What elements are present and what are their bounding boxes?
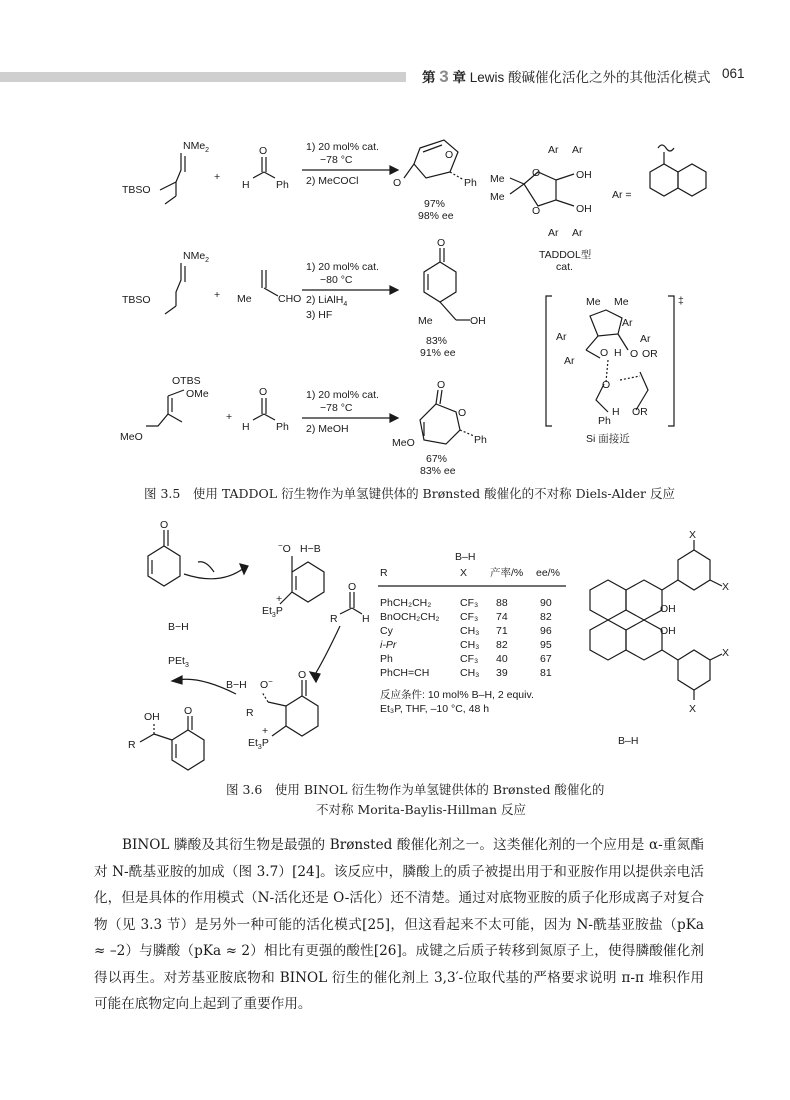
diene-1-nme2: NMe$_2$	[183, 140, 210, 154]
cycle-arrow-3-head	[172, 676, 182, 684]
binol-catalyst	[590, 529, 729, 747]
cond-2-3: 2) LiAlH$_4$	[306, 294, 348, 308]
table-cell-x: CH₃	[460, 639, 480, 651]
table-col-ee: ee/%	[536, 567, 560, 579]
ts-label: Si 面接近	[586, 433, 630, 445]
ts-h: H	[614, 347, 622, 359]
arrow-3-head	[390, 414, 398, 422]
product-2-o: O	[437, 237, 446, 249]
product-1-hash	[450, 172, 464, 180]
taddol-ar3: Ar	[548, 227, 559, 239]
cycle-pet3: PEt$_3$	[168, 655, 189, 669]
diene-2-bonds	[176, 263, 181, 306]
cycle-arrow-bh	[198, 562, 214, 572]
product-3-co2	[440, 390, 442, 404]
taddol-label: TADDOL型	[539, 249, 592, 261]
figure-3-5	[0, 0, 790, 500]
cycle-arrow-1-head	[240, 564, 248, 574]
enolate-hb: H−B	[300, 543, 321, 555]
diene-1-vinyl	[160, 182, 176, 190]
diene-1-tbso: TBSO	[122, 184, 151, 196]
ts-o3: O	[602, 379, 611, 391]
binol-aryl-upper	[626, 580, 662, 620]
taddol-ar2: Ar	[572, 144, 583, 156]
reaction-3	[120, 375, 487, 477]
ald-3-o: O	[259, 386, 268, 398]
cycle-bh: B−H	[168, 621, 189, 633]
adduct-ring	[286, 696, 318, 736]
table-cell-r: Ph	[380, 653, 393, 665]
chapter-number: 3	[439, 67, 449, 86]
cond-3-3: 2) MeOH	[306, 423, 349, 435]
cond-2-2: −80 °C	[320, 274, 353, 286]
plus-1: +	[214, 171, 221, 183]
ts-bond-c	[586, 350, 600, 358]
ts-or1: OR	[642, 348, 658, 360]
table-cell-yield: 88	[496, 597, 508, 609]
binol-label: B–H	[618, 735, 639, 747]
binol-sat-upper	[590, 580, 626, 620]
figure-3-6-caption-line-1: 图 3.6 使用 BINOL 衍生物作为单氢键供体的 Brønsted 酸催化的	[226, 782, 605, 797]
transition-state	[546, 295, 684, 445]
chapter-suffix: 章	[452, 70, 466, 85]
binol-xaryl-upper	[678, 550, 710, 590]
taddol-me2-bond	[510, 184, 524, 194]
methacrolein-me: Me	[237, 293, 252, 305]
table-cell-ee: 67	[540, 653, 552, 665]
taddol-oh2: OH	[576, 203, 592, 215]
ald-3-h-label: H	[242, 421, 250, 433]
table-cell-ee: 96	[540, 625, 552, 637]
diene-2-ch2	[165, 306, 176, 314]
binol-x3-bond	[710, 654, 722, 660]
binol-aryl-lower	[626, 620, 662, 660]
naphthyl-ring-2	[678, 164, 706, 196]
enolate-plus: +	[276, 593, 283, 605]
table-cell-yield: 40	[496, 653, 508, 665]
ts-h2: H	[612, 406, 620, 418]
product-1-co	[404, 164, 414, 178]
product-2-ring	[424, 262, 456, 302]
table-cell-x: CH₃	[460, 667, 480, 679]
taddol-cat-label: cat.	[556, 261, 573, 273]
table-cell-r: BnOCH₂CH₂	[380, 611, 440, 623]
diene-3-ch2	[168, 414, 182, 422]
table-col-x: X	[460, 567, 468, 579]
mbh-product-ring	[172, 730, 204, 770]
naphthyl-ring-1	[650, 164, 678, 196]
product-3-ring	[420, 404, 460, 444]
ald-3-ph-label: Ph	[276, 421, 289, 433]
binol-aryl-link-upper	[662, 580, 678, 590]
binol-x2-bond	[710, 580, 722, 586]
taddol-c1	[556, 174, 574, 180]
diene-3-bonds	[146, 396, 168, 426]
ts-forming-bond	[620, 376, 640, 380]
table-cell-x: CF₃	[460, 653, 479, 665]
adduct-choh	[268, 702, 286, 706]
table-cell-ee: 82	[540, 611, 552, 623]
adduct-p-bond	[272, 726, 286, 736]
ee-1: 98% ee	[418, 210, 454, 222]
cond-2-1: 1) 20 mol% cat.	[306, 261, 379, 273]
table-cell-yield: 39	[496, 667, 508, 679]
methacrolein-cho-bond	[264, 288, 278, 296]
ts-ar4: Ar	[640, 333, 651, 345]
table-cell-ee: 95	[540, 639, 552, 651]
cycle-arrow-2	[314, 626, 340, 676]
reaction-1	[122, 140, 477, 222]
table-cond-1: 反应条件: 10 mol% B–H, 2 equiv.	[380, 689, 534, 701]
product-2-oh: OH	[470, 315, 486, 327]
table-cell-x: CF₃	[460, 597, 479, 609]
figure-3-6	[0, 510, 790, 810]
diene-1-ch2	[165, 196, 176, 204]
table-cell-yield: 82	[496, 639, 508, 651]
product-3-co	[436, 390, 438, 404]
adduct-et3p: $Et_3P$	[248, 737, 269, 751]
binol-x1: X	[689, 529, 697, 541]
cond-1-3: 2) MeCOCl	[306, 175, 359, 187]
enolate-ring	[292, 562, 324, 602]
mbh-r-bond	[140, 734, 154, 742]
taddol-o2: O	[532, 205, 541, 217]
yield-3: 67%	[426, 453, 448, 465]
table-col-yield: 产率/%	[490, 567, 524, 579]
cond-1-1: 1) 20 mol% cat.	[306, 141, 379, 153]
mbh-r: R	[128, 739, 136, 751]
plus-3: +	[226, 411, 233, 423]
cycle-ald-o: O	[348, 581, 357, 593]
taddol-ar4: Ar	[572, 227, 583, 239]
adduct-bh: B−H	[226, 679, 247, 691]
ald-1-ph-bond	[264, 172, 275, 178]
arrow-2-head	[390, 286, 398, 294]
ts-ar3: Ar	[622, 317, 633, 329]
mbh-choh	[154, 734, 172, 740]
diene-2-nme2: NMe$_2$	[183, 250, 210, 264]
naphthyl-wavy	[658, 145, 674, 151]
chapter-prefix: 第	[422, 70, 436, 85]
cond-3-1: 1) 20 mol% cat.	[306, 389, 379, 401]
table-col-r: R	[380, 567, 388, 579]
arrow-1-head	[390, 166, 398, 174]
taddol-catalyst	[490, 144, 706, 273]
ee-3: 83% ee	[420, 465, 456, 477]
cyclohexenone-o: O	[160, 519, 169, 531]
binol-oh1: OH	[660, 603, 676, 615]
table-header-bh: B–H	[455, 551, 476, 563]
binol-sat-lower	[590, 620, 626, 660]
ee-2: 91% ee	[420, 347, 456, 359]
taddol-me1-bond	[510, 178, 524, 184]
ald-1-h-bond	[253, 172, 264, 178]
diene-3-ome	[168, 390, 184, 396]
adduct-alkoxide	[262, 692, 268, 702]
ts-bond-a	[586, 336, 598, 350]
mbh-o: O	[184, 705, 193, 717]
taddol-me2: Me	[490, 191, 505, 203]
ts-o: O	[600, 347, 609, 359]
cycle-ald-h-label: H	[362, 613, 370, 625]
product-1-o-ring: O	[445, 149, 454, 161]
adduct-o: O	[298, 669, 307, 681]
cond-1-2: −78 °C	[320, 154, 353, 166]
ts-or2: OR	[632, 406, 648, 418]
binol-aryl-link-lower	[662, 650, 678, 660]
ts-me2: Me	[614, 296, 629, 308]
ts-diene	[636, 372, 648, 410]
ald-1-o: O	[259, 145, 268, 157]
figure-3-5-caption: 图 3.5 使用 TADDOL 衍生物作为单氢键供体的 Brønsted 酸催化的不对称 Diels-Alder 反应	[144, 486, 675, 501]
diene-2-tbso: TBSO	[122, 294, 151, 306]
cycle-ald-r	[340, 608, 352, 614]
table-cell-r: Cy	[380, 625, 393, 637]
table-cell-x: CF₃	[460, 611, 479, 623]
taddol-o1: O	[532, 167, 541, 179]
table-cell-yield: 74	[496, 611, 508, 623]
table-cell-ee: 90	[540, 597, 552, 609]
yield-1: 97%	[424, 198, 446, 210]
taddol-ar1: Ar	[548, 144, 559, 156]
ald-3-ph	[264, 414, 275, 420]
binol-oh2: OH	[660, 625, 676, 637]
product-3-o: O	[437, 379, 446, 391]
mbh-oh: OH	[144, 711, 160, 723]
cond-2-4: 3) HF	[306, 309, 333, 321]
taddol-oh1: OH	[576, 169, 592, 181]
table-cell-ee: 81	[540, 667, 552, 679]
ar-equals: Ar =	[612, 189, 632, 201]
ts-o2: O	[630, 348, 639, 360]
diene-3-otbs: OTBS	[172, 375, 201, 387]
methacrolein-cho: CHO	[278, 293, 302, 305]
table-body	[380, 597, 552, 679]
reaction-2	[122, 237, 486, 359]
product-2-ch2	[440, 302, 456, 320]
ts-ph: Ph	[598, 415, 611, 427]
binol-xaryl-lower	[678, 650, 710, 690]
enolate-o: −O	[278, 541, 291, 555]
adduct-r: R	[246, 707, 254, 719]
cycle-ald-h	[352, 608, 362, 614]
ts-ar2: Ar	[564, 355, 575, 367]
plus-2: +	[214, 289, 221, 301]
taddol-c2	[556, 200, 574, 206]
ts-ar1: Ar	[556, 331, 567, 343]
binol-x2: X	[722, 581, 730, 593]
binol-x4: X	[689, 703, 697, 715]
results-table	[378, 551, 566, 715]
table-cond-2: Et₃P, THF, –10 °C, 48 h	[380, 703, 490, 715]
table-cell-yield: 71	[496, 625, 508, 637]
taddol-me1: Me	[490, 173, 505, 185]
binol-x3: X	[722, 647, 730, 659]
ts-me1: Me	[586, 296, 601, 308]
table-cell-r: i-Pr	[380, 639, 397, 651]
product-3-meo: MeO	[392, 437, 415, 449]
product-3-hash	[460, 430, 474, 436]
diene-1-bonds	[176, 153, 181, 196]
adduct-plus: +	[262, 725, 269, 737]
diene-3-meo: MeO	[120, 431, 143, 443]
ald-1-h: H	[242, 179, 250, 191]
ts-dioxolane	[590, 310, 622, 336]
chapter-title: Lewis 酸碱催化活化之外的其他活化模式	[469, 70, 711, 85]
ald-3-h	[253, 414, 264, 420]
ts-dagger: ‡	[678, 295, 684, 307]
product-2-me: Me	[418, 315, 433, 327]
ts-bracket-right	[668, 296, 674, 426]
enolate-et3p: $Et_3P$	[262, 605, 283, 619]
body-paragraph: BINOL 膦酸及其衍生物是最强的 Brønsted 酸催化剂之一。这类催化剂的一个应用是 α-重氮酯对 N-酰基亚胺的加成（图 3.7）[24]。该反应中，膦酸上的质子被提出用于和亚胺作用以提供亲电活化，但是具体的作用模式（N-活化还是 O-活化）还不清楚。通过对底物亚胺的质子化形成离子对复合物（见 3.3 节）是另外一种可能的活化模式[25]，但这看起来不太可能，因为 N-酰基亚胺盐（pKa ≈ –2）与膦酸（pKa ≈ 2）相比有更强的酸性[26]。成键之后质子转移到氮原子上，使得膦酸催化剂得以再生。对芳基亚胺底物和 BINOL 衍生的催化剂上 3,3′-位取代基的严格要求说明 π-π 堆积作用可能在底物定向上起到了重要作用。	[94, 837, 704, 1012]
diene-3-ome: OMe	[186, 388, 209, 400]
cycle-ald-r-label: R	[330, 613, 338, 625]
yield-2: 83%	[426, 335, 448, 347]
table-cell-r: PhCH=CH	[380, 667, 430, 679]
ts-bracket-left	[546, 296, 552, 426]
figure-3-6-caption-line-2: 不对称 Morita-Baylis-Hillman 反应	[316, 802, 527, 817]
cond-3-2: −78 °C	[320, 402, 353, 414]
product-1-ph: Ph	[464, 177, 477, 189]
product-3-o-ring: O	[458, 407, 467, 419]
cycle-arrow-1	[184, 568, 244, 579]
cyclohexenone-ring	[148, 546, 180, 586]
product-1-o-keto: O	[393, 177, 402, 189]
page-number: 061	[722, 66, 745, 81]
cycle-arrow-2-head	[310, 672, 320, 682]
product-3-ph: Ph	[474, 434, 487, 446]
body-text	[94, 832, 704, 1018]
ald-1-ph: Ph	[276, 179, 289, 191]
table-cell-x: CH₃	[460, 625, 480, 637]
adduct-o-minus: O−	[260, 677, 273, 691]
table-cell-r: PhCH₂CH₂	[380, 597, 432, 609]
